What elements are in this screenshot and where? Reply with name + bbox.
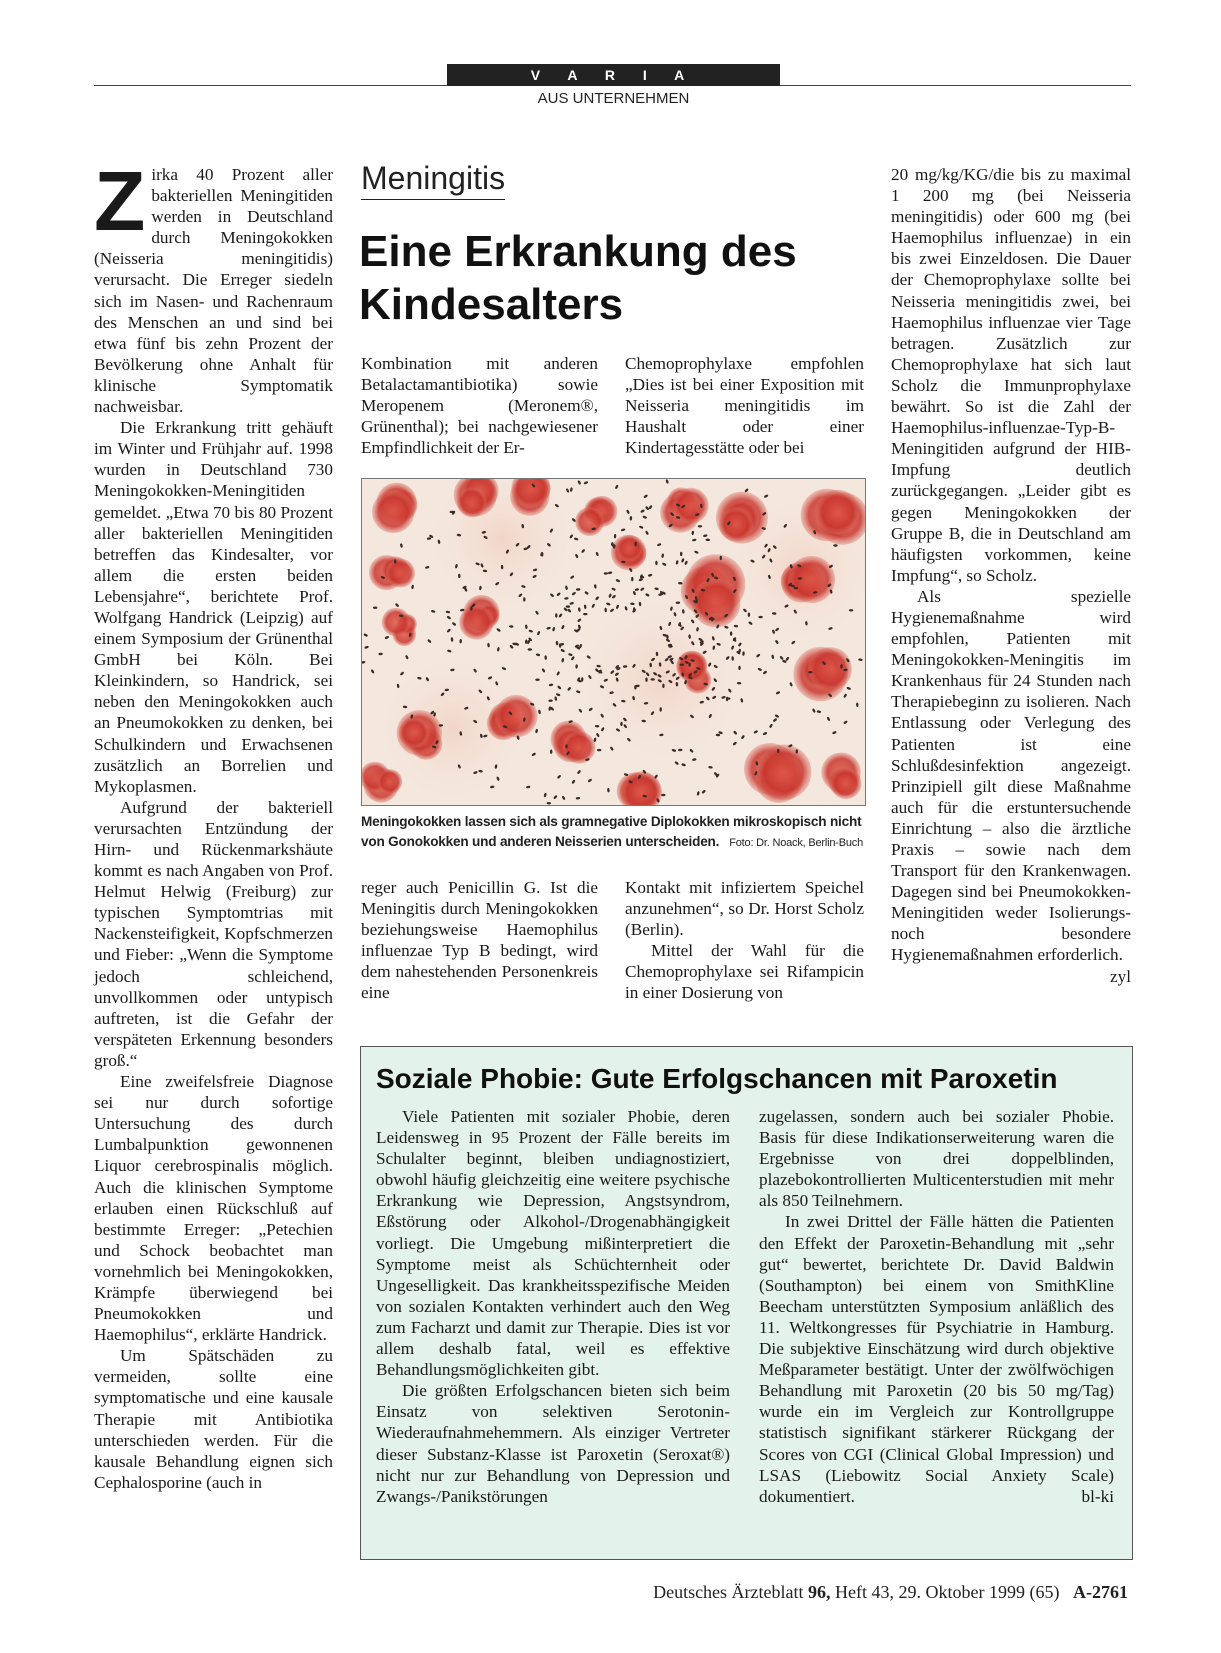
- journal-issue: Heft 43, 29. Oktober 1999 (65): [835, 1582, 1060, 1602]
- paragraph: Chemoprophylaxe empfohlen „Dies ist bei einer Exposition mit Neisseria meningitidis im Haushalt oder einer Kindertagesstätte oder bei: [625, 354, 864, 458]
- paragraph: In zwei Drittel der Fälle hätten die Patienten den Effekt der Paroxetin-Behandlung mit „sehr gut“ bewertet, berichtete Dr. David Baldwin (Southampton) bei einem von SmithKline Beecham unterstützten Symposium anläßlich des 11. Weltkongresses für Psychiatrie in Hamburg. Die subjektive Einschätzung wird durch objektive Meßparameter bestätigt. Unter der zwölfwöchigen Behandlung mit Paroxetin (20 bis 50 mg/Tag) wurde ein im Vergleich zur Kontrollgruppe statistisch signifikant stärkerer Rückgang der Scores von CGI (Clinical Global Impression) und LSAS (Liebowitz Social Anxiety Scale) dokumentiert. bl-ki: [759, 1212, 1114, 1506]
- article-column-3-top: [625, 353, 864, 458]
- paragraph: Eine zweifelsfreie Diagnose sei nur durch sofortige Untersuchung des durch Lumbalpunktion gewonnenen Liquor cerebrospinalis möglich. Auch die klinischen Symptome erlauben einen Rückschluß auf bestimmte Erreger: „Petechien und Schock beobachtet man vornehmlich bei Meningokokken, Krämpfe überwiegend bei Pneumokokken und Haemophilus“, erklärte Handrick.: [94, 1072, 333, 1345]
- paragraph: reger auch Penicillin G. Ist die Meningitis durch Meningokokken beziehungsweise Haemophilus influenzae Typ B bedingt, wird dem nahestehenden Personenkreis eine: [361, 878, 598, 1003]
- box-headline: Soziale Phobie: Gute Erfolgschancen mit Paroxetin: [376, 1063, 1058, 1094]
- paragraph: Viele Patienten mit sozialer Phobie, deren Leidensweg in 95 Prozent der Fälle bereits im Schulalter beginnt, bleiben undiagnostiziert, obwohl häufig gleichzeitig eine weitere psychische Erkrankung wie Depression, Angstsyndrom, Eßstörung oder Alkohol-/Drogenabhängigkeit vorliegt. Die Umgebung mißinterpretiert die Symptome meist als Schüchternheit oder Ungeselligkeit. Das krankheitsspezifische Meiden von sozialen Kontakten verhindert auch den Weg zum Facharzt und damit zur Therapie. Dies ist vor allem deshalb fatal, weil es effektive Behandlungsmöglichkeiten gibt.: [376, 1107, 730, 1380]
- paragraph: Zirka 40 Prozent aller bakteriellen Meningitiden werden in Deutschland durch Meningokokken (Neisseria meningitidis) verursacht. Die Erreger siedeln sich im Nasen- und Rachenraum des Menschen an und sind bei etwa fünf bis zehn Prozent der Bevölkerung ohne Anhalt für klinische Symptomatik nachweisbar.: [94, 154, 333, 417]
- paragraph: Aufgrund der bakteriell verursachten Entzündung der Hirn- und Rückenmarkshäute kommt es nach Angaben von Prof. Helmut Helwig (Freiburg) zur typischen Symptomtrias mit Nackensteifigkeit, Kopfschmerzen und Fieber: „Wenn die Symptome jedoch schleichend, unvollkommen oder untypisch auftreten, ist die Gefahr der verspäteten Erkennung besonders groß.“: [94, 797, 333, 1070]
- box-column-2: [759, 1106, 1114, 1507]
- paragraph: zugelassen, sondern auch bei sozialer Phobie. Basis für diese Indikationserweiterung waren die Ergebnisse von drei doppelblinden, plazebokontrollierten Multicenterstudien mit mehr als 850 Teilnehmern.: [759, 1107, 1114, 1211]
- paragraph: Kontakt mit infiziertem Speichel anzunehmen“, so Dr. Horst Scholz (Berlin).: [625, 878, 864, 940]
- article-column-3-bottom: [625, 877, 864, 1004]
- author-signature: zyl: [1110, 966, 1131, 986]
- box-column-1: [376, 1106, 730, 1507]
- box-signature: bl-ki: [1081, 1486, 1114, 1506]
- paragraph: Um Spätschäden zu vermeiden, sollte eine symptomatische und eine kausale Therapie mit Antibiotika unterschieden werden. Für die kausale Behandlung eignen sich Cephalosporine (auch in: [94, 1346, 333, 1492]
- caption-text: Meningokokken lassen sich als gramnegative Diplokokken mikroskopisch nicht von Gonokokken und anderen Neisserien unterscheiden.: [361, 814, 862, 849]
- paragraph: Die größten Erfolgschancen bieten sich beim Einsatz von selektiven Serotonin-Wiederaufnahmehemmern. Als einziger Vertreter dieser Substanz-Klasse ist Paroxetin (Seroxat®) nicht nur zur Behandlung von Depression und Zwangs-/Panikstörungen: [376, 1381, 730, 1506]
- article-column-4: [891, 164, 1131, 987]
- journal-name: Deutsches Ärzteblatt: [653, 1582, 804, 1602]
- page-number: A-2761: [1073, 1582, 1128, 1602]
- meningococci-micrograph: [362, 479, 865, 805]
- article-column-1: [94, 154, 333, 1493]
- page-footer: [653, 1582, 1128, 1603]
- article-kicker: Meningitis: [361, 160, 505, 200]
- subsection-label: AUS UNTERNEHMEN: [537, 90, 690, 107]
- article-column-2-top: [361, 353, 598, 458]
- paragraph: 20 mg/kg/KG/die bis zu maximal 1 200 mg (bei Neisseria meningitidis) oder 600 mg (bei Haemophilus influenzae) in ein bis zwei Einzeldosen. Die Dauer der Chemoprophylaxe sollte bei Neisseria meningitidis zwei, bei Haemophilus influenzae vier Tage betragen. Zusätzlich zur Chemoprophylaxe hat sich laut Scholz die Immunprophylaxe bewährt. So ist die Zahl der Haemophilus-influenzae-Typ-B-Meningitiden aufgrund der HIB-Impfung deutlich zurückgegangen. „Leider gibt es gegen Meningokokken der Gruppe B, die in Deutschland am häufigsten vorkommen, keine Impfung“, so Scholz.: [891, 165, 1131, 585]
- journal-volume: 96,: [808, 1582, 831, 1602]
- photo-caption: [361, 812, 867, 853]
- drop-cap: Z: [94, 154, 146, 248]
- paragraph: Kombination mit anderen Betalactamantibiotika) sowie Meropenem (Meronem®, Grünenthal); bei nachgewiesener Empfindlichkeit der Er-: [361, 354, 598, 458]
- paragraph: Die Erkrankung tritt gehäuft im Winter und Frühjahr auf. 1998 wurden in Deutschland 730 Meningokokken-Meningitiden gemeldet. „Etwa 70 bis 80 Prozent aller bakteriellen Meningitiden betreffen das Kindesalter, vor allem die ersten beiden Lebensjahre“, berichtete Prof. Wolfgang Handrick (Leipzig) auf einem Symposium der Grünenthal GmbH bei Köln. Bei Kleinkindern, so Handrick, sei neben den Meningokokken auch an Pneumokokken zu denken, bei Schulkindern und Erwachsenen zusätzlich an Borrelien und Mykoplasmen.: [94, 418, 333, 796]
- article-headline: Eine Erkrankung des Kindesalters: [359, 227, 797, 329]
- microscopy-photo: [361, 478, 866, 806]
- paragraph: Als spezielle Hygienemaßnahme wird empfohlen, Patienten mit Meningokokken-Meningitis im Krankenhaus für 24 Stunden nach Therapiebeginn zu isolieren. Nach Entlassung oder Verlegung des Patienten ist eine Schlußdesinfektion angezeigt. Prinzipiell gilt diese Maßnahme auch für die erstuntersuchende Einrichtung – also die ärztliche Praxis – sowie nach dem Transport für den Krankenwagen. Dagegen sind bei Pneumokokken-Meningitiden weder Isolierungs- noch besondere Hygienemaßnahmen erforderlich. zyl: [891, 586, 1131, 986]
- article-column-2-bottom: [361, 877, 598, 1004]
- paragraph: Mittel der Wahl für die Chemoprophylaxe sei Rifampicin in einer Dosierung von: [625, 941, 864, 1003]
- photo-credit: Foto: Dr. Noack, Berlin-Buch: [729, 837, 864, 849]
- section-label: V A R I A: [447, 64, 780, 86]
